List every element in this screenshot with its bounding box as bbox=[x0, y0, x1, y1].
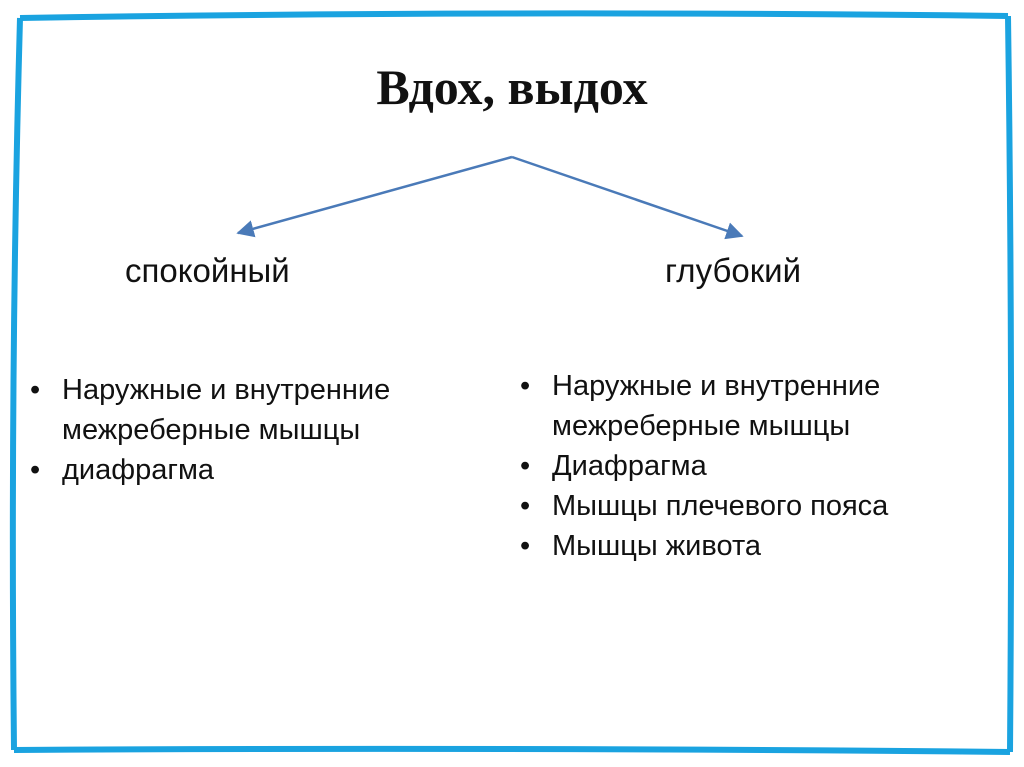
list-item: • Наружные и внутренние межреберные мышцы bbox=[30, 370, 480, 450]
frame-left-edge bbox=[13, 18, 20, 750]
frame-bottom-edge bbox=[14, 749, 1010, 752]
branch-label-deep: глубокий bbox=[665, 252, 801, 289]
arrow-left bbox=[238, 157, 512, 233]
list-item: • Мышцы плечевого пояса bbox=[520, 486, 990, 526]
calm-muscles-list bbox=[30, 370, 480, 490]
slide-title: Вдох, выдох bbox=[376, 59, 648, 115]
deep-muscles-list bbox=[520, 366, 990, 566]
list-item: • Диафрагма bbox=[520, 446, 990, 486]
list-item: • Наружные и внутренние межреберные мышцы bbox=[520, 366, 990, 446]
arrow-right bbox=[512, 157, 742, 236]
branch-label-calm: спокойный bbox=[125, 252, 290, 289]
list-item: • диафрагма bbox=[30, 450, 480, 490]
frame-right-edge bbox=[1008, 16, 1011, 752]
frame-top-edge bbox=[20, 13, 1008, 18]
list-item: • Мышцы живота bbox=[520, 526, 990, 566]
